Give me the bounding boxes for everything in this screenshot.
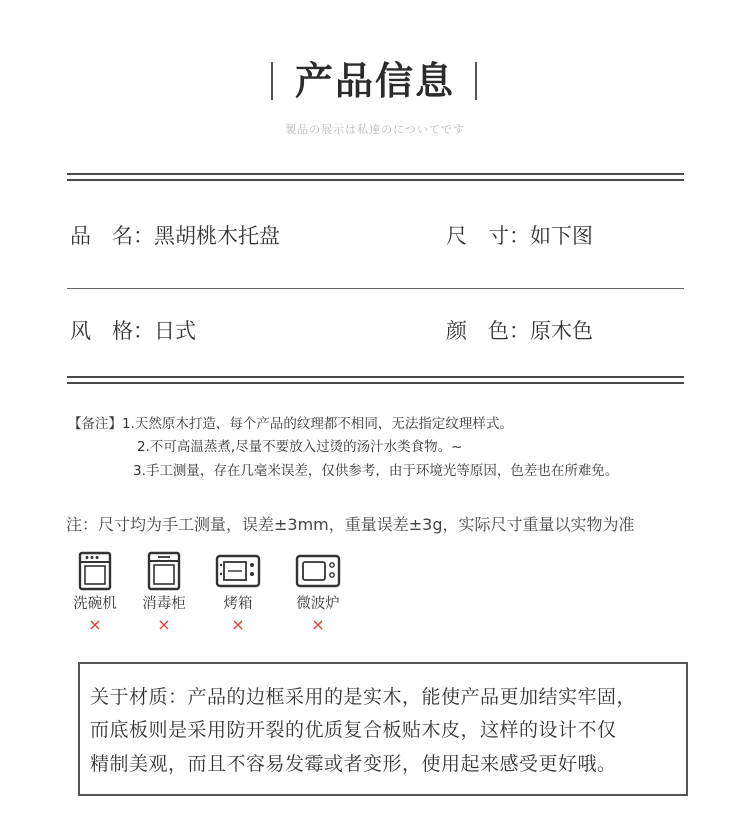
appliance-sterilizer xyxy=(129,550,199,634)
material-line-1: 关于材质：产品的边框采用的是实木，能使产品更加结实牢固， xyxy=(90,686,637,708)
spec-style-label: 风 格： xyxy=(70,319,154,343)
spec-size-value: 如下图 xyxy=(530,224,593,248)
spec-color-label: 颜 色： xyxy=(446,319,530,343)
material-line-2: 而底板则是采用防开裂的优质复合板贴木皮，这样的设计不仅 xyxy=(90,719,617,741)
material-line-3: 精制美观，而且不容易发霉或者变形，使用起来感受更好哦。 xyxy=(90,753,617,775)
appliance-oven xyxy=(203,550,273,634)
appliance-label: 微波炉 xyxy=(296,596,340,612)
title-right-bar xyxy=(475,62,477,100)
appliance-label: 消毒柜 xyxy=(142,596,186,612)
spec-color xyxy=(446,317,593,345)
spec-size xyxy=(446,222,593,250)
appliance-microwave xyxy=(283,550,353,634)
note-prefix: 【备注】 xyxy=(68,416,122,432)
microwave-icon xyxy=(283,550,353,592)
oven-icon xyxy=(203,550,273,592)
spec-style xyxy=(70,317,196,345)
appliance-dishwasher xyxy=(60,550,130,634)
spec-style-value: 日式 xyxy=(154,319,196,343)
divider-bottom-1 xyxy=(67,376,684,378)
appliance-label: 烤箱 xyxy=(223,596,253,612)
appliance-label: 洗碗机 xyxy=(73,596,117,612)
material-description-box xyxy=(78,662,688,796)
spec-size-label: 尺 寸： xyxy=(446,224,530,248)
spec-color-value: 原木色 xyxy=(530,319,593,343)
divider-middle xyxy=(67,288,684,289)
note-line-1: 【备注】1.天然原木打造，每个产品的纹理都不相同，无法指定纹理样式。 xyxy=(68,416,513,432)
note-line-2: 2.不可高温蒸煮,尽量不要放入过烫的汤汁水类食物。~ xyxy=(137,439,463,455)
not-allowed-mark: × xyxy=(311,615,325,634)
spec-name-label: 品 名： xyxy=(70,224,154,248)
divider-top-1 xyxy=(67,173,684,175)
spec-name-value: 黑胡桃木托盘 xyxy=(154,224,280,248)
measurement-warning: 注：尺寸均为手工测量，误差±3mm，重量误差±3g，实际尺寸重量以实物为准 xyxy=(66,515,635,534)
divider-top-2 xyxy=(67,179,684,181)
not-allowed-mark: × xyxy=(231,615,245,634)
not-allowed-mark: × xyxy=(88,615,102,634)
spec-name xyxy=(70,222,280,250)
header xyxy=(0,56,750,108)
divider-bottom-2 xyxy=(67,382,684,384)
page-subtitle: 製品の展示は私達のについてです xyxy=(285,123,465,136)
note-line-3: 3.手工测量，存在几毫米误差，仅供参考，由于环境光等原因，色差也在所难免。 xyxy=(133,463,619,479)
page-title: 产品信息 xyxy=(294,59,455,103)
not-allowed-mark: × xyxy=(157,615,171,634)
sterilizer-icon xyxy=(129,550,199,592)
dishwasher-icon xyxy=(60,550,130,592)
